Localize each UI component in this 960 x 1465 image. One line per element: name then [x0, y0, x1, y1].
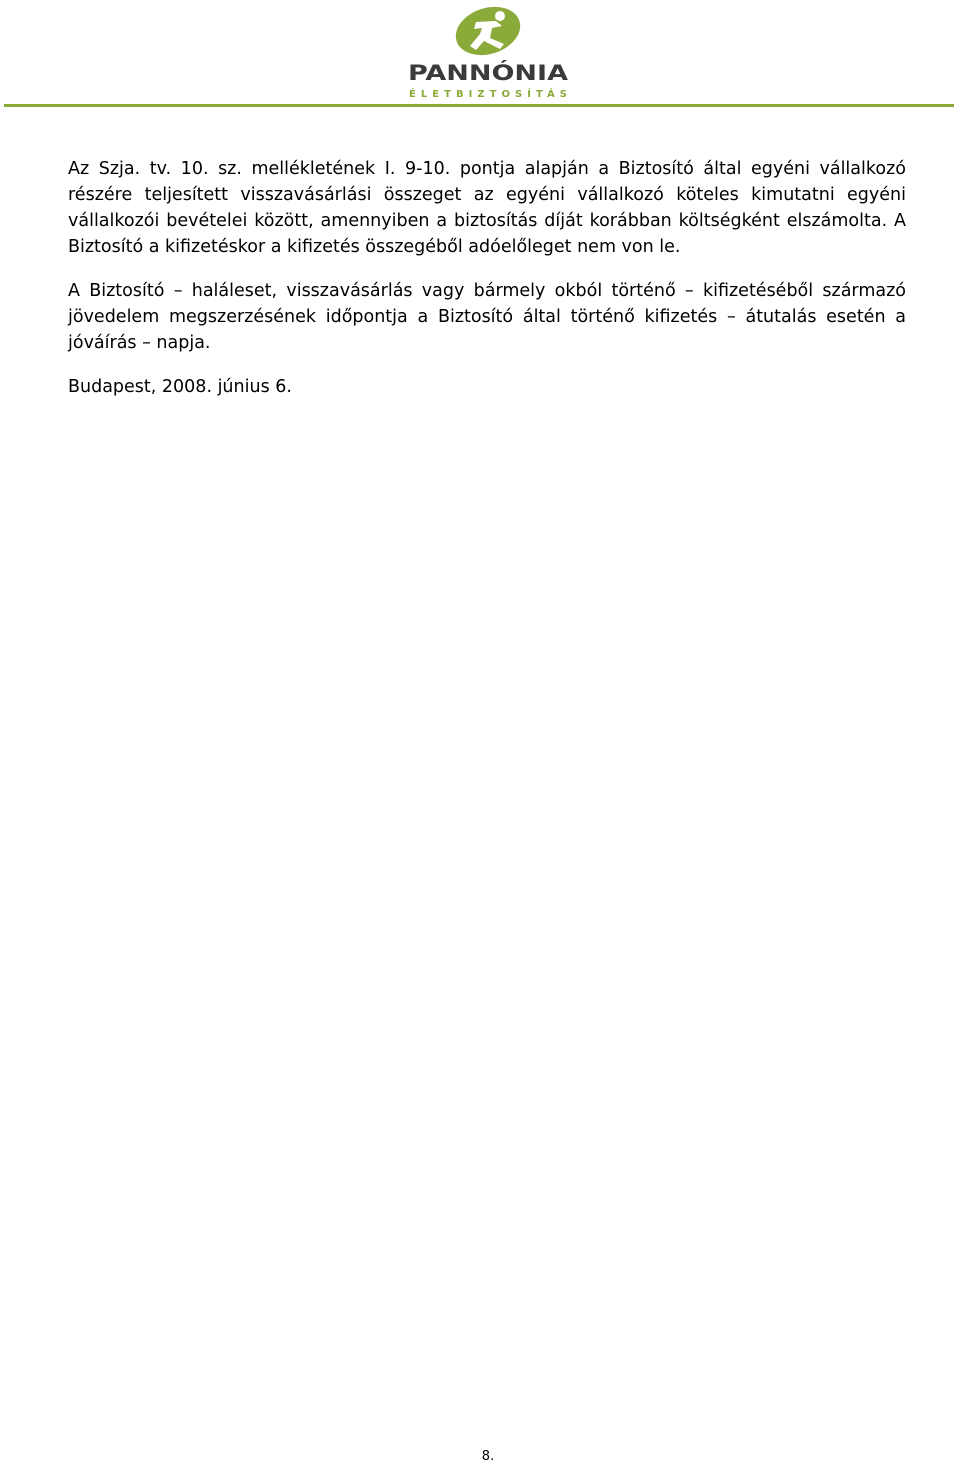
pannonia-logo — [404, 4, 572, 100]
logo-graphic — [404, 4, 572, 100]
header-rule — [4, 104, 954, 107]
document-body — [68, 156, 906, 420]
paragraph-tax-treatment: Az Szja. tv. 10. sz. mellékletének I. 9-10. pontja alapján a Biztosító által egyéni vállalkozó részére teljesített visszavásárlási összeget az egyéni vállalkozó köteles kimutatni egyéni vállalkozói bevételei között, amennyiben a biztosítás díját korábban költségként elszámolta. A Biztosító a kifizetéskor a kifizetés összegéből adóelőleget nem von le. — [68, 159, 906, 257]
logo-tagline: ÉLETBIZTOSÍTÁS — [409, 89, 567, 100]
paragraph-income-date: A Biztosító – haláleset, visszavásárlás vagy bármely okból történő – kifizetéséből származó jövedelem megszerzésének időpontja a Biztosító által történő kifizetés – átutalás esetén a jóváírás – napja. — [68, 281, 906, 353]
page-number: 8. — [481, 1449, 495, 1464]
place-and-date: Budapest, 2008. június 6. — [68, 377, 292, 397]
page-header — [0, 0, 960, 110]
logo-wordmark: PANNÓNIA — [408, 61, 533, 85]
